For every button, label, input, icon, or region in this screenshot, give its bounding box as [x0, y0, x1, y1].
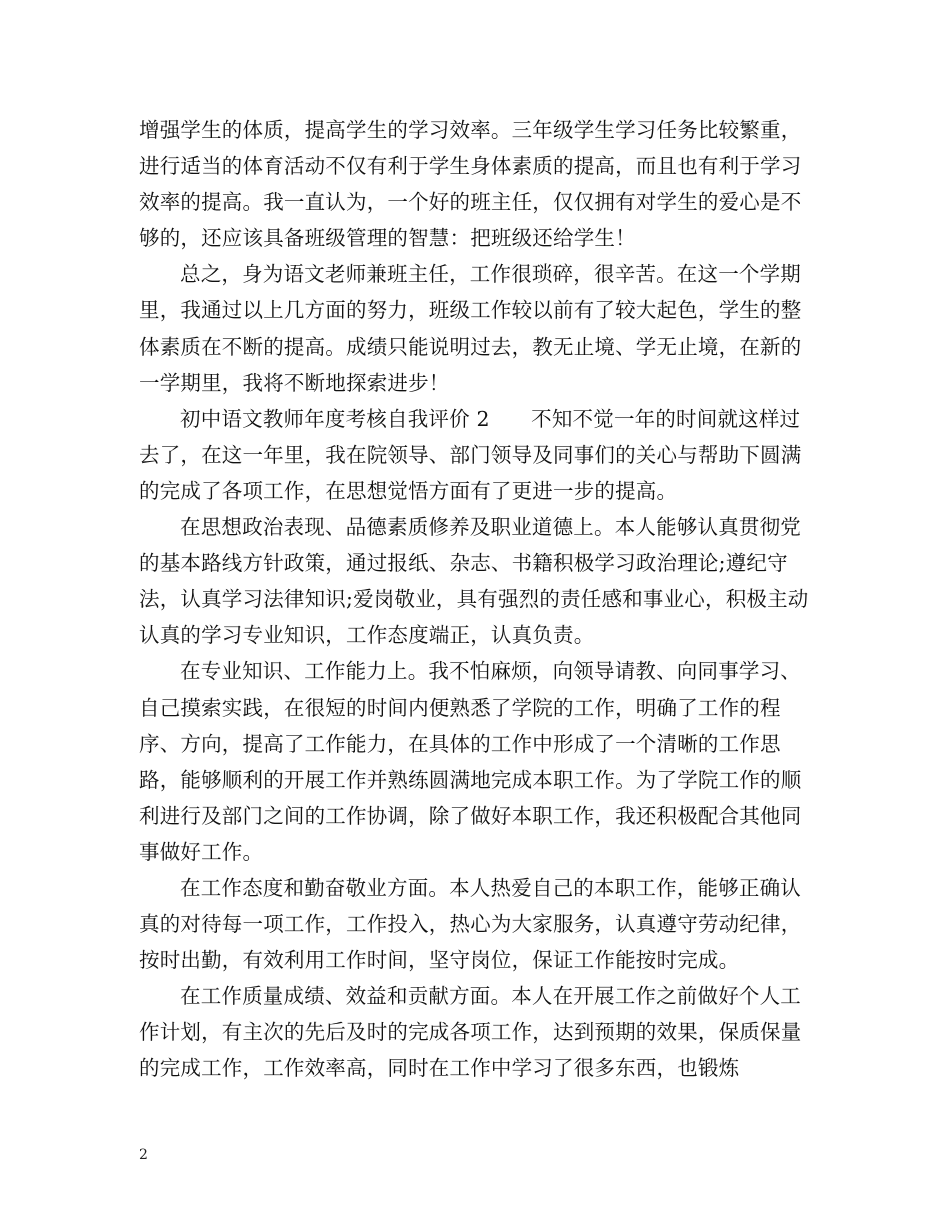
- paragraph-3: 初中语文教师年度考核自我评价 2 不知不觉一年的时间就这样过去了，在这一年里，我在院领导、部门领导及同事们的关心与帮助下圆满的完成了各项工作，在思想觉悟方面有了更进一步的提高。: [139, 406, 802, 503]
- paragraph-4: 在思想政治表现、品德素质修养及职业道德上。本人能够认真贯彻党的基本路线方针政策，通过报纸、杂志、书籍积极学习政治理论;遵纪守法，认真学习法律知识;爱岗敬业，具有强烈的责任感和事业心，积极主动认真的学习专业知识，工作态度端正，认真负责。: [139, 515, 809, 648]
- page-number: 2: [139, 1147, 148, 1163]
- paragraph-2: 总之，身为语文老师兼班主任，工作很琐碎，很辛苦。在这一个学期里，我通过以上几方面的努力，班级工作较以前有了较大起色，学生的整体素质在不断的提高。成绩只能说明过去，教无止境、学无止境，在新的一学期里，我将不断地探索进步！: [139, 262, 802, 395]
- document-body: [139, 112, 819, 1087]
- paragraph-1: 增强学生的体质，提高学生的学习效率。三年级学生学习任务比较繁重，进行适当的体育活动不仅有利于学生身体素质的提高，而且也有利于学习效率的提高。我一直认为，一个好的班主任，仅仅拥有对学生的爱心是不够的，还应该具备班级管理的智慧：把班级还给学生！: [139, 118, 802, 251]
- paragraph-7: 在工作质量成绩、效益和贡献方面。本人在开展工作之前做好个人工作计划，有主次的先后及时的完成各项工作，达到预期的效果，保质保量的完成工作，工作效率高，同时在工作中学习了很多东西，也锻炼: [139, 984, 802, 1081]
- paragraph-5: 在专业知识、工作能力上。我不怕麻烦，向领导请教、向同事学习、自己摸索实践，在很短的时间内便熟悉了学院的工作，明确了工作的程序、方向，提高了工作能力，在具体的工作中形成了一个清晰的工作思路，能够顺利的开展工作并熟练圆满地完成本职工作。为了学院工作的顺利进行及部门之间的工作协调，除了做好本职工作，我还积极配合其他同事做好工作。: [139, 659, 802, 864]
- paragraph-6: 在工作态度和勤奋敬业方面。本人热爱自己的本职工作，能够正确认真的对待每一项工作，工作投入，热心为大家服务，认真遵守劳动纪律，按时出勤，有效利用工作时间，坚守岗位，保证工作能按时完成。: [139, 875, 802, 973]
